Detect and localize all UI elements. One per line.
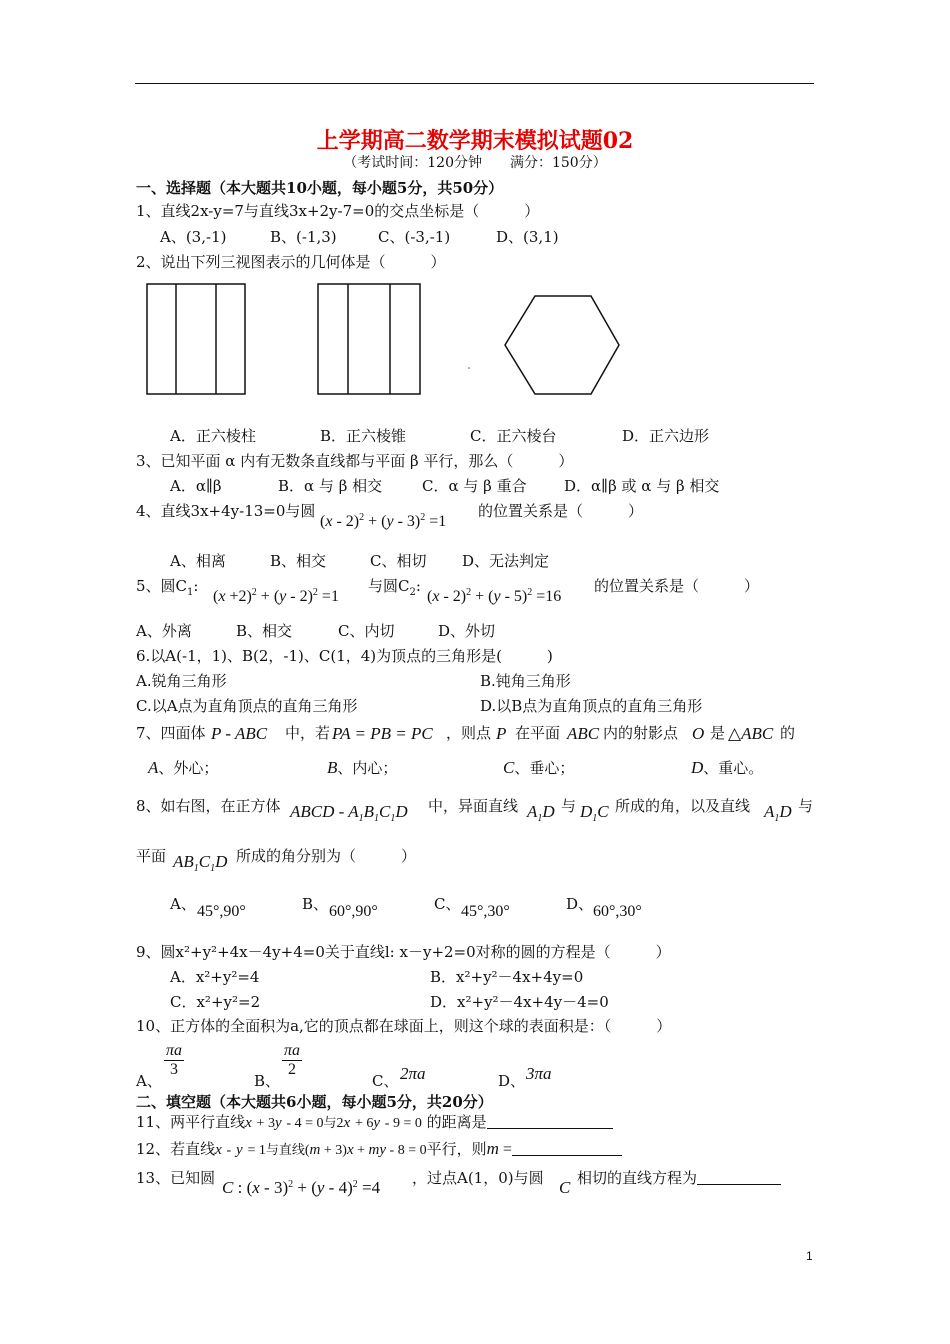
q8-option-a-label: A、 [170, 895, 196, 913]
q6-option-a: A.锐角三角形 [136, 672, 227, 690]
q8-option-d-label: D、 [566, 895, 594, 913]
question-8-g: 所成的角分别为（ ） [236, 847, 417, 865]
question-4-tail: 的位置关系是（ ） [478, 502, 644, 520]
question-8-e: 与 [798, 797, 814, 815]
q5-circle-c2-equation: (x - 2)$^2$ + (y - 5)$^2$ =16 [427, 587, 562, 605]
question-7-a: 7、四面体 [136, 724, 206, 742]
exam-info: （考试时间：120分钟 满分：150分） [343, 155, 607, 171]
q7-equal-edges: PA = PB = PC [332, 724, 433, 743]
q7-tetrahedron: P - ABC [211, 724, 268, 743]
q2-option-b: B．正六棱锥 [320, 427, 407, 445]
question-4-text: 4、直线3x+4y-13=0与圆 [136, 502, 316, 520]
q3-option-d: D．α∥β 或 α 与 β 相交 [564, 477, 720, 495]
q4-option-c: C、相切 [370, 552, 427, 570]
q4-circle-equation: (x - 2)$^2$ + (y - 3)$^2$ =1 [320, 512, 447, 530]
q9-option-d: D．x²+y²－4x+4y－4=0 [430, 993, 609, 1011]
question-7-b: 中，若 [285, 724, 331, 742]
q1-option-d: D、(3,1) [496, 228, 559, 246]
q2-option-c: C．正六棱台 [470, 427, 557, 445]
hexagon-top-view [505, 296, 619, 394]
q11-answer-blank[interactable] [487, 1114, 613, 1129]
question-7-g: 的 [780, 724, 796, 742]
front-view [147, 284, 245, 394]
q10-option-d: 3πa [526, 1064, 552, 1083]
question-5-mid: 与圆$C_2$: [368, 577, 421, 598]
question-2: 2、说出下列三视图表示的几何体是（ ） [136, 253, 446, 271]
question-8-c: 与 [561, 797, 577, 815]
q13-circle-c: C [559, 1178, 571, 1197]
q8-option-b-label: B、 [302, 895, 329, 913]
q2-option-d: D．正六边形 [622, 427, 710, 445]
question-3: 3、已知平面 α 内有无数条直线都与平面 β 平行，那么（ ） [136, 452, 574, 470]
q9-option-a: A．x²+y²=4 [170, 968, 260, 986]
q5-option-b: B、相交 [236, 622, 293, 640]
q4-option-a: A、相离 [170, 552, 226, 570]
q7-point-o: O [692, 724, 705, 743]
q8-plane-ab1c1d: $AB_1C_1D$ [173, 852, 228, 874]
q10-option-d-label: D、 [498, 1072, 526, 1090]
q7-option-d: D、重心。 [691, 758, 764, 777]
q8-line-a1d: $A_1D$ [527, 802, 555, 824]
q3-option-c: C．α 与 β 重合 [422, 477, 527, 495]
q4-option-d: D、无法判定 [462, 552, 550, 570]
q6-option-b: B.钝角三角形 [480, 672, 571, 690]
three-view-figure [140, 278, 640, 400]
question-7-c: ，则点 [446, 724, 492, 742]
question-13-tail: 相切的直线方程为 [577, 1168, 781, 1188]
question-7-d: 在平面 [515, 724, 561, 742]
question-11: 11、两平行直线x + 3y - 4 = 0与2x + 6y - 9 = 0 的距离是 [136, 1112, 613, 1134]
question-8-f: 平面 [136, 847, 167, 865]
q1-option-a: A、(3,-1) [160, 228, 227, 246]
question-12: 12、若直线x - y = 1与直线(m + 3)x + my - 8 = 0平行，则m = [136, 1139, 622, 1161]
question-13-text: 13、已知圆 [136, 1169, 216, 1187]
q9-option-b: B．x²+y²－4x+4y=0 [430, 968, 584, 986]
q10-option-b-fraction: πa 2 [283, 1042, 300, 1078]
q5-option-d: D、外切 [438, 622, 496, 640]
question-7-f: 是 [710, 724, 726, 742]
question-8-b: 中，异面直线 [428, 797, 519, 815]
q7-point-p: P [496, 724, 507, 743]
q10-option-a-fraction: πa 3 [165, 1042, 182, 1078]
question-1: 1、直线2x-y=7与直线3x+2y-7=0的交点坐标是（ ） [136, 202, 540, 220]
question-8-d: 所成的角，以及直线 [615, 797, 751, 815]
q8-cube: ABCD - $A_1B_1C_1D$ [290, 802, 408, 824]
question-7-e: 内的射影点 [603, 724, 679, 742]
q8-option-b: 60°,90° [329, 903, 378, 920]
section-heading-choice: 一、选择题（本大题共10小题，每小题5分，共50分） [136, 179, 504, 197]
q5-circle-c1-equation: $(x +2)^2 + (y - 2)^2 =1$ [213, 587, 339, 605]
q7-triangle-abc: △ABC [728, 724, 774, 743]
section-heading-fill: 二、填空题（本大题共6小题，每小题5分，共20分） [136, 1093, 493, 1111]
q10-option-a-label: A、 [136, 1072, 162, 1090]
question-5-tail: 的位置关系是（ ） [594, 577, 760, 595]
q3-option-a: A．α∥β [170, 477, 222, 495]
q7-plane-abc: ABC [567, 724, 600, 743]
page-title: 上学期高二数学期末模拟试题02 [316, 128, 634, 154]
question-10: 10、正方体的全面积为a,它的顶点都在球面上，则这个球的表面积是：（ ） [136, 1017, 672, 1035]
question-8-a: 8、如右图，在正方体 [136, 797, 281, 815]
q10-option-c-label: C、 [372, 1072, 399, 1090]
question-9: 9、圆x²+y²+4x－4y+4=0关于直线l: x－y+2=0对称的圆的方程是（ ） [136, 943, 671, 961]
q8-option-c: 45°,30° [461, 903, 510, 920]
q4-option-b: B、相交 [270, 552, 327, 570]
question-6: 6.以A(-1，1)、B(2，-1)、C(1，4)为顶点的三角形是( ) [136, 647, 553, 665]
q6-option-c: C.以A点为直角顶点的直角三角形 [136, 697, 358, 715]
q13-circle-equation: C : (x - 3)$^2$ + (y - 4)$^2$ =4 [222, 1178, 381, 1197]
q10-option-b-label: B、 [254, 1072, 281, 1090]
q8-line-d1c: $D_1C$ [580, 802, 609, 824]
q8-option-a: 45°,90° [197, 903, 246, 920]
page-number: 1 [806, 1249, 813, 1263]
q7-option-a: A、外心； [148, 758, 219, 777]
q10-option-c: 2πa [400, 1064, 426, 1083]
question-5-text: 5、圆$C_1$: [136, 577, 199, 598]
q6-option-d: D.以B点为直角顶点的直角三角形 [480, 697, 703, 715]
q3-option-b: B．α 与 β 相交 [278, 477, 383, 495]
q12-answer-blank[interactable] [512, 1141, 622, 1156]
q2-option-a: A．正六棱柱 [170, 427, 256, 445]
q7-option-c: C、垂心； [503, 758, 575, 777]
q8-option-c-label: C、 [434, 895, 461, 913]
q13-answer-blank[interactable] [697, 1170, 781, 1185]
top-rule [135, 83, 814, 84]
q9-option-c: C．x²+y²=2 [170, 993, 261, 1011]
q7-option-b: B、内心； [327, 758, 398, 777]
q5-option-c: C、内切 [338, 622, 395, 640]
q8-option-d: 60°,30° [593, 903, 642, 920]
q1-option-b: B、(-1,3) [270, 228, 337, 246]
side-view [318, 284, 420, 394]
q8-line-a1d-2: $A_1D$ [764, 802, 792, 824]
q1-option-c: C、(-3,-1) [378, 228, 451, 246]
q5-option-a: A、外离 [136, 622, 192, 640]
question-13-mid: ，过点A(1，0)与圆 [412, 1169, 544, 1187]
